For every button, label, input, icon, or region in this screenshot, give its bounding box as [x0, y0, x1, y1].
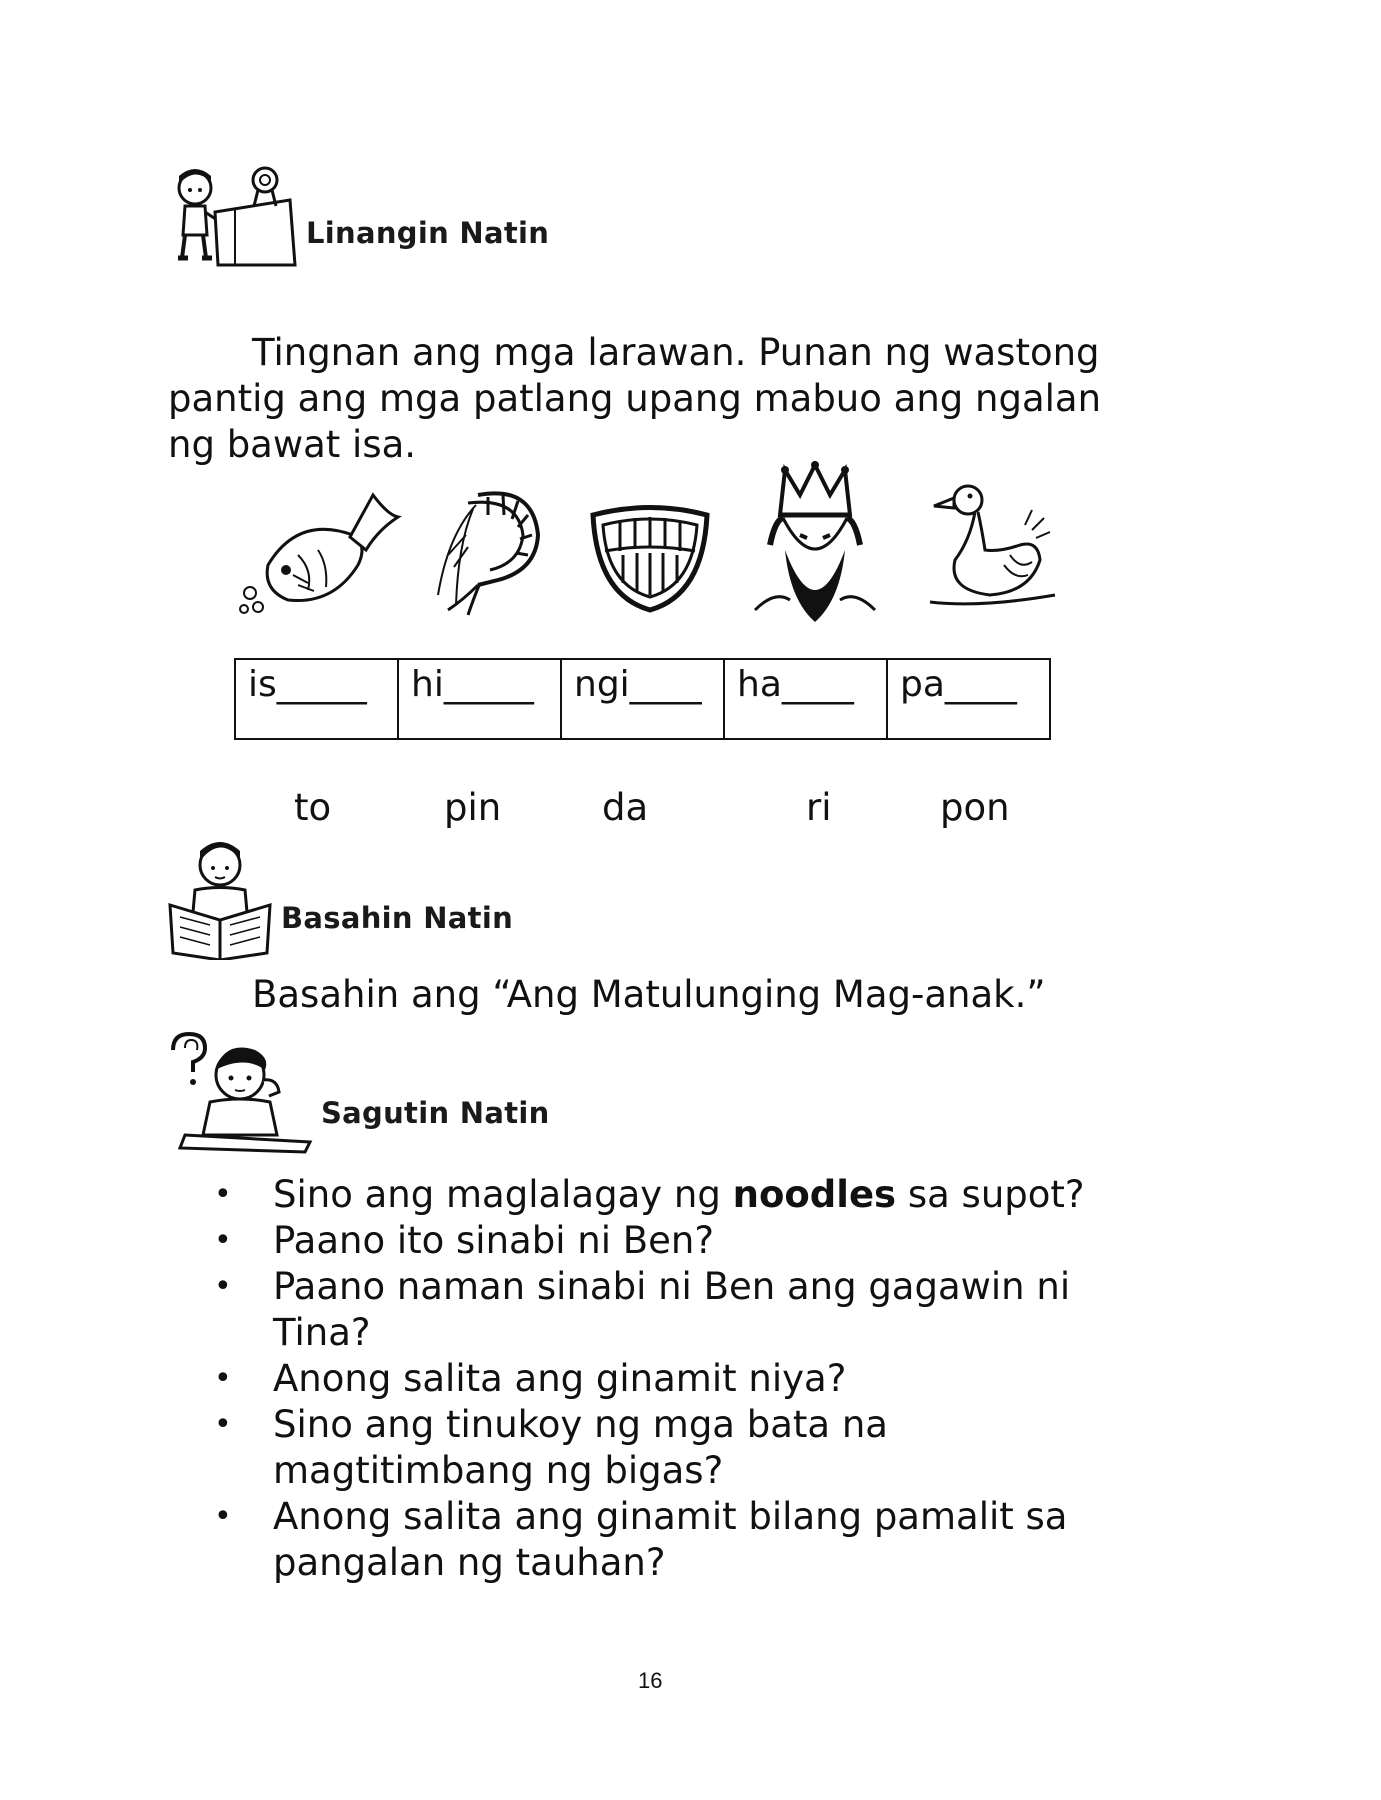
bullet: • — [214, 1361, 232, 1396]
basahin-header — [165, 835, 545, 960]
table-cell[interactable]: ngi____ — [561, 659, 724, 739]
bullet: • — [214, 1499, 232, 1534]
list-item — [214, 1172, 1173, 1218]
choice-da: da — [602, 786, 649, 829]
bullet: • — [214, 1223, 232, 1258]
question-text: Anong salita ang ginamit bilang pamalit sa — [273, 1495, 1068, 1538]
king-icon — [745, 460, 885, 625]
choice-pon: pon — [940, 786, 1010, 829]
boy-at-podium-icon — [160, 160, 310, 270]
question-text: Sino ang tinukoy ng mga bata na — [273, 1403, 888, 1446]
list-item — [214, 1494, 1173, 1586]
question-text: Sino ang maglalagay ng — [273, 1173, 733, 1216]
boy-thinking-question-icon — [165, 1030, 315, 1155]
sagutin-header — [165, 1030, 585, 1155]
bullet: • — [214, 1407, 232, 1442]
reading-instruction: Basahin ang “Ang Matulunging Mag-anak.” — [252, 973, 1046, 1016]
page-number: 16 — [638, 1668, 663, 1693]
question-text: magtitimbang ng bigas? — [273, 1449, 724, 1492]
instruction-line-1: Tingnan ang mga larawan. Punan ng wastong — [252, 331, 1100, 374]
instruction-line-3: ng bawat isa. — [168, 423, 417, 466]
boy-reading-book-icon — [165, 835, 275, 960]
question-text: Paano naman sinabi ni Ben ang gagawin ni — [273, 1265, 1071, 1308]
section-title-linangin: Linangin Natin — [306, 216, 550, 250]
section-title-basahin: Basahin Natin — [281, 901, 514, 935]
table-cell[interactable]: is_____ — [235, 659, 398, 739]
linangin-header — [160, 160, 580, 270]
question-text: Anong salita ang ginamit niya? — [273, 1357, 847, 1400]
choice-pin: pin — [444, 786, 502, 829]
duck-icon — [920, 480, 1060, 615]
table-cell[interactable]: ha____ — [724, 659, 887, 739]
teeth-icon — [585, 495, 715, 615]
question-text: pangalan ng tauhan? — [273, 1541, 666, 1584]
choice-to: to — [294, 786, 332, 829]
fish-icon — [238, 475, 403, 620]
table-cell[interactable]: pa____ — [887, 659, 1050, 739]
shrimp-icon — [418, 475, 553, 620]
list-item — [214, 1264, 1173, 1356]
question-bold-word: noodles — [732, 1173, 897, 1216]
question-text: Paano ito sinabi ni Ben? — [273, 1219, 714, 1262]
table-cell[interactable]: hi_____ — [398, 659, 561, 739]
list-item — [214, 1356, 1173, 1402]
list-item — [214, 1402, 1173, 1494]
choice-ri: ri — [806, 786, 832, 829]
instruction-line-2: pantig ang mga patlang upang mabuo ang ngalan — [168, 377, 1102, 420]
question-text: Tina? — [273, 1311, 371, 1354]
questions-list — [214, 1172, 1173, 1586]
list-item — [214, 1218, 1173, 1264]
section-title-sagutin: Sagutin Natin — [321, 1096, 550, 1130]
instructions — [168, 330, 1168, 468]
syllable-table — [234, 658, 1051, 740]
question-text: sa supot? — [896, 1173, 1085, 1216]
bullet: • — [214, 1269, 232, 1304]
bullet: • — [214, 1177, 232, 1212]
